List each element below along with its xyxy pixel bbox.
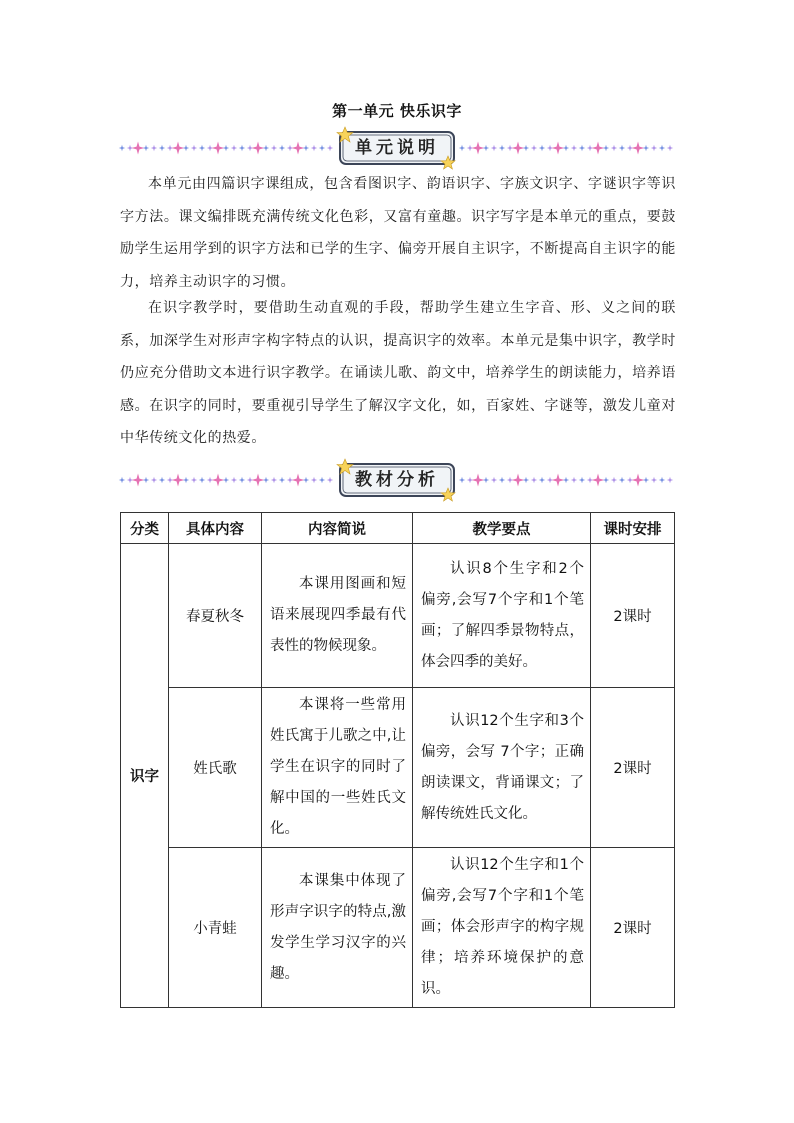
analysis-table — [120, 512, 675, 1008]
sparkle-icon — [563, 477, 569, 483]
analysis-banner — [0, 458, 794, 504]
sparkle-icon — [539, 145, 545, 151]
sparkle-icon — [603, 477, 609, 483]
sparkle-icon — [199, 477, 205, 483]
sparkle-icon — [472, 142, 485, 155]
header-content: 具体内容 — [169, 513, 262, 544]
sparkle-icon — [499, 477, 505, 483]
sparkle-icon — [159, 145, 165, 151]
sparkle-icon — [571, 477, 577, 483]
header-summary: 内容简说 — [262, 513, 413, 544]
sparkle-icon — [292, 474, 305, 487]
sparkle-icon — [523, 145, 529, 151]
sparkle-icon — [643, 145, 649, 151]
sparkle-icon — [159, 477, 165, 483]
sparkle-icon — [303, 145, 309, 151]
content-cell: 春夏秋冬 — [169, 544, 262, 688]
sparkle-icon — [592, 142, 605, 155]
header-hours: 课时安排 — [591, 513, 675, 544]
sparkle-icon — [132, 474, 145, 487]
sparkle-icon — [603, 145, 609, 151]
sparkle-icon — [651, 145, 657, 151]
hours-cell: 2课时 — [591, 688, 675, 848]
sparkle-icon — [132, 142, 145, 155]
sparkle-icon — [183, 477, 189, 483]
sparkle-icon — [459, 145, 465, 151]
sparkle-icon — [667, 477, 673, 483]
sparkle-icon — [512, 474, 525, 487]
sparkle-icon — [531, 477, 537, 483]
sparkle-icon — [319, 145, 325, 151]
sparkle-icon — [552, 142, 565, 155]
summary-cell: 本课将一些常用姓氏寓于儿歌之中,让学生在识字的同时了解中国的一些姓氏文化。 — [262, 688, 413, 848]
sparkle-icon — [491, 477, 497, 483]
sparkle-icon — [327, 145, 333, 151]
sparkle-icon — [571, 145, 577, 151]
sparkle-icon — [223, 477, 229, 483]
sparkle-icon — [183, 145, 189, 151]
sparkle-icon — [212, 142, 225, 155]
sparkle-icon — [119, 477, 125, 483]
header-category: 分类 — [121, 513, 169, 544]
sparkle-icon — [619, 477, 625, 483]
unit-intro-paragraph-2: 在识字教学时，要借助生动直观的手段，帮助学生建立生字音、形、义之间的联系，加深学生对形声字构字特点的认识，提高识字的效率。本单元是集中识字，教学时仍应充分借助文本进行识字教学。在诵读儿歌、韵文中，培养学生的朗读能力，培养语感。在识字的同时，要重视引导学生了解汉字文化，如，百家姓、字谜等，激发儿童对中华传统文化的热爱。 — [120, 300, 676, 446]
sparkle-icon — [263, 145, 269, 151]
sparkle-icon — [579, 145, 585, 151]
sparkle-icon — [223, 145, 229, 151]
points-cell: 认识12个生字和3个偏旁，会写 7个字；正确朗读课文，背诵课文；了解传统姓氏文化。 — [413, 688, 591, 848]
table-row — [121, 688, 675, 848]
sparkle-icon — [319, 477, 325, 483]
sparkle-icon — [659, 145, 665, 151]
sparkle-icon — [263, 477, 269, 483]
sparkle-icon — [483, 145, 489, 151]
sparkle-icon — [191, 477, 197, 483]
hours-cell: 2课时 — [591, 544, 675, 688]
sparkle-icon — [512, 142, 525, 155]
table-row — [121, 848, 675, 1008]
sparkle-icon — [143, 145, 149, 151]
sparkle-icon — [279, 477, 285, 483]
sparkle-icon — [151, 477, 157, 483]
sparkle-icon — [239, 145, 245, 151]
page-title: 第一单元 快乐识字 — [332, 102, 462, 120]
table-header-row — [121, 513, 675, 544]
sparkle-icon — [119, 145, 125, 151]
sparkle-icon — [271, 477, 277, 483]
sparkle-icon — [172, 142, 185, 155]
sparkle-icon — [303, 477, 309, 483]
sparkle-icon — [643, 477, 649, 483]
unit-intro-heading: 单元说明 — [355, 138, 439, 158]
sparkle-icon — [143, 477, 149, 483]
sparkle-icon — [667, 145, 673, 151]
sparkle-icon — [619, 145, 625, 151]
sparkle-icon — [491, 145, 497, 151]
sparkle-icon — [611, 145, 617, 151]
table-row — [121, 544, 675, 688]
sparkle-icon — [151, 145, 157, 151]
header-points: 教学要点 — [413, 513, 591, 544]
sparkle-icon — [552, 474, 565, 487]
sparkle-icon — [659, 477, 665, 483]
sparkle-icon — [212, 474, 225, 487]
sparkle-icon — [252, 474, 265, 487]
unit-intro-paragraph-1: 本单元由四篇识字课组成，包含看图识字、韵语识字、字族文识字、字谜识字等识字方法。课文编排既充满传统文化色彩，又富有童趣。识字写字是本单元的重点，要鼓励学生运用学到的识字方法和已学的生字、偏旁开展自主识字，不断提高自主识字的能力，培养主动识字的习惯。 — [120, 176, 676, 290]
sparkle-icon — [311, 477, 317, 483]
sparkle-icon — [252, 142, 265, 155]
sparkle-icon — [472, 474, 485, 487]
sparkle-icon — [191, 145, 197, 151]
analysis-heading: 教材分析 — [355, 470, 439, 490]
unit-intro-banner — [0, 126, 794, 172]
content-cell: 小青蛙 — [169, 848, 262, 1008]
sparkle-icon — [239, 477, 245, 483]
sparkle-icon — [459, 477, 465, 483]
sparkle-icon — [483, 477, 489, 483]
hours-cell: 2课时 — [591, 848, 675, 1008]
category-cell: 识字 — [121, 544, 169, 1008]
sparkle-icon — [271, 145, 277, 151]
sparkle-icon — [579, 477, 585, 483]
sparkle-icon — [651, 477, 657, 483]
sparkle-icon — [231, 145, 237, 151]
sparkle-icon — [499, 145, 505, 151]
points-cell: 认识12个生字和1个偏旁,会写7个字和1个笔画；体会形声字的构字规律；培养环境保护的意识。 — [413, 848, 591, 1008]
sparkle-icon — [531, 145, 537, 151]
sparkle-icon — [199, 145, 205, 151]
summary-cell: 本课集中体现了形声字识字的特点,激发学生学习汉字的兴趣。 — [262, 848, 413, 1008]
sparkle-icon — [279, 145, 285, 151]
sparkle-icon — [632, 142, 645, 155]
content-cell: 姓氏歌 — [169, 688, 262, 848]
sparkle-icon — [311, 145, 317, 151]
sparkle-icon — [292, 142, 305, 155]
points-cell: 认识8个生字和2个偏旁,会写7个字和1个笔画；了解四季景物特点，体会四季的美好。 — [413, 544, 591, 688]
sparkle-icon — [172, 474, 185, 487]
sparkle-icon — [632, 474, 645, 487]
sparkle-icon — [592, 474, 605, 487]
sparkle-icon — [231, 477, 237, 483]
sparkle-icon — [611, 477, 617, 483]
sparkle-icon — [539, 477, 545, 483]
sparkle-icon — [327, 477, 333, 483]
sparkle-icon — [563, 145, 569, 151]
sparkle-icon — [523, 477, 529, 483]
summary-cell: 本课用图画和短语来展现四季最有代表性的物候现象。 — [262, 544, 413, 688]
